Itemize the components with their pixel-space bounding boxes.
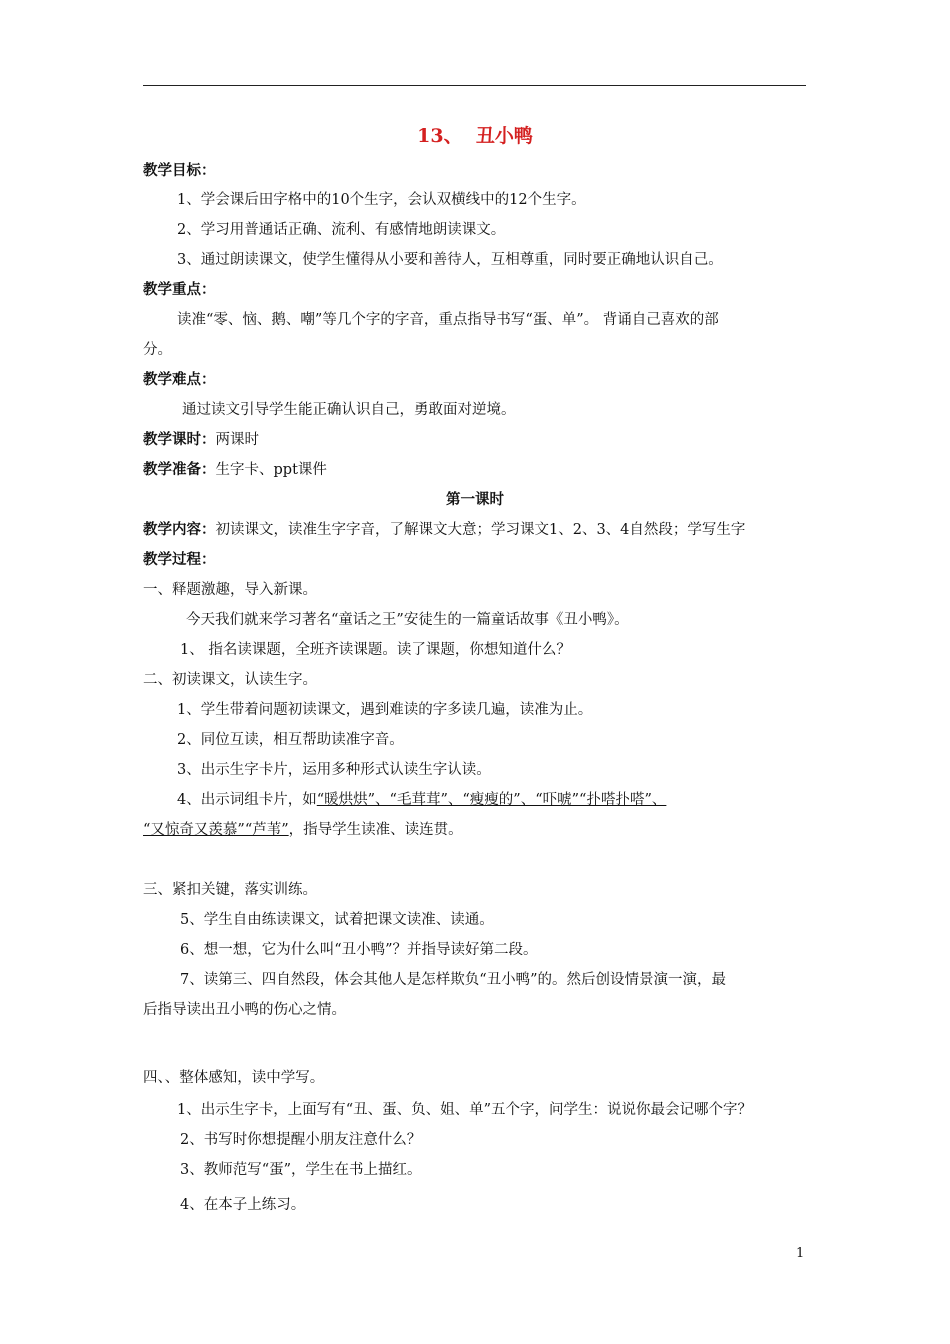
part3-item-7-line-1: 7、读第三、四自然段，体会其他人是怎样欺负“丑小鸭”的。然后创设情景演一演，最: [180, 972, 727, 988]
hours-value: 两课时: [215, 432, 259, 448]
goal-item-3: 3、通过朗读课文，使学生懂得从小要和善待人，互相尊重，同时要正确地认识自己。: [177, 252, 723, 268]
key-points-heading: 教学重点：: [143, 281, 216, 298]
part2-heading: 二、初读课文，认读生字。: [143, 672, 317, 688]
difficulties-text: 通过读文引导学生能正确认识自己，勇敢面对逆境。: [182, 402, 516, 418]
goal-item-2: 2、学习用普通话正确、流利、有感情地朗读课文。: [177, 222, 506, 238]
prep-row: [143, 460, 327, 480]
part1-heading: 一、释题激趣，导入新课。: [143, 582, 317, 598]
process-heading: 教学过程：: [143, 551, 216, 568]
part2-word-cards-1: “暖烘烘”、“毛茸茸”、“瘦瘦的”、“吓唬”“扑嗒扑嗒”、: [316, 792, 667, 808]
key-points-line-1: 读准“零、恼、鹅、嘲”等几个字的字音，重点指导书写“蛋、单”。 背诵自己喜欢的部: [177, 312, 719, 328]
prep-label: 教学准备：: [143, 461, 216, 478]
content-value: 初读课文，读准生字字音，了解课文大意；学习课文1、2、3、4自然段；学写生字: [215, 522, 746, 538]
difficulties-heading: 教学难点：: [143, 371, 216, 388]
part2-item-4-cont: [143, 820, 463, 840]
part2-item-1: 1、学生带着问题初读课文，遇到难读的字多读几遍，读准为止。: [177, 702, 593, 718]
part2-item-2: 2、同位互读，相互帮助读准字音。: [177, 732, 404, 748]
part4-item-2: 2、书写时你想提醒小朋友注意什么？: [180, 1132, 422, 1148]
part4-item-1: 1、出示生字卡，上面写有“丑、蛋、负、姐、单”五个字，问学生：说说你最会记哪个字？: [177, 1102, 753, 1118]
key-points-line-2: 分。: [143, 342, 172, 358]
part2-item-4-prefix: 4、出示词组卡片，如: [177, 792, 317, 808]
part3-item-7-line-2: 后指导读出丑小鸭的伤心之情。: [143, 1002, 346, 1018]
part2-item-3: 3、出示生字卡片，运用多种形式认读生字认读。: [177, 762, 491, 778]
hours-label: 教学课时：: [143, 431, 216, 448]
page-number: 1: [796, 1246, 805, 1261]
part4-item-3: 3、教师范写“蛋”，学生在书上描红。: [180, 1162, 422, 1178]
part2-word-cards-2: “又惊奇又羡慕”“芦苇”: [143, 822, 289, 838]
part3-item-5: 5、学生自由练读课文，试着把课文读准、读通。: [180, 912, 494, 928]
lesson-title: 13、 丑小鸭: [417, 125, 533, 147]
hours-row: [143, 430, 259, 450]
part2-item-4-suffix: ，指导学生读准、读连贯。: [288, 822, 463, 838]
header-rule: [143, 85, 806, 86]
part4-heading: 四、、整体感知，读中学写。: [143, 1070, 325, 1086]
part1-intro: 今天我们就来学习著名“童话之王”安徒生的一篇童话故事《丑小鸭》。: [186, 612, 629, 628]
part3-item-6: 6、想一想，它为什么叫“丑小鸭”？并指导读好第二段。: [180, 942, 538, 958]
prep-value: 生字卡、ppt课件: [215, 462, 327, 478]
part1-item-1: 1、 指名读课题，全班齐读课题。读了课题，你想知道什么？: [180, 642, 571, 658]
content-row: [143, 520, 745, 540]
lesson1-title: 第一课时: [446, 491, 504, 508]
part2-item-4: [177, 790, 666, 810]
goal-item-1: 1、学会课后田字格中的10个生字，会认双横线中的12个生字。: [177, 192, 586, 208]
content-label: 教学内容：: [143, 521, 216, 538]
part3-heading: 三、紧扣关键，落实训练。: [143, 882, 317, 898]
part4-item-4: 4、在本子上练习。: [180, 1197, 306, 1213]
goals-heading: 教学目标：: [143, 162, 216, 179]
